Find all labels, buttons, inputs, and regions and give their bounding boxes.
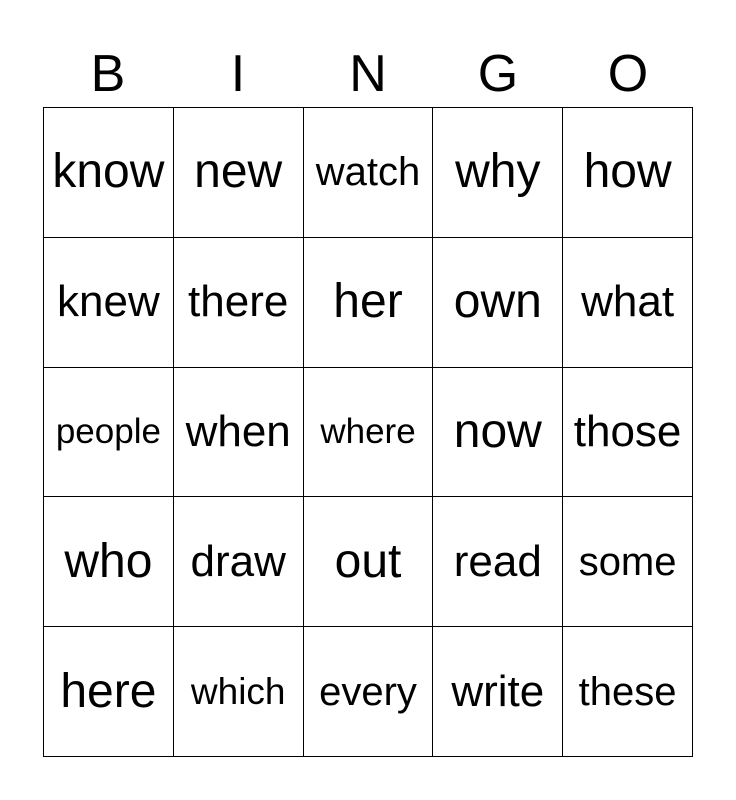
bingo-cell: why <box>433 108 563 238</box>
bingo-cell: draw <box>174 497 304 627</box>
bingo-cell: where <box>304 368 434 498</box>
bingo-cell: read <box>433 497 563 627</box>
bingo-cell: people <box>44 368 174 498</box>
bingo-cell: write <box>433 627 563 757</box>
bingo-cell: now <box>433 368 563 498</box>
header-letter-o: O <box>607 45 649 103</box>
bingo-cell: what <box>563 238 693 368</box>
bingo-card-grid <box>43 107 693 757</box>
bingo-cell: some <box>563 497 693 627</box>
bingo-cell: which <box>174 627 304 757</box>
bingo-cell: her <box>304 238 434 368</box>
bingo-cell: every <box>304 627 434 757</box>
bingo-cell: new <box>174 108 304 238</box>
header-letter-n: N <box>349 45 387 103</box>
bingo-cell: there <box>174 238 304 368</box>
header-letter-i: I <box>230 45 246 103</box>
bingo-cell: watch <box>304 108 434 238</box>
bingo-cell: here <box>44 627 174 757</box>
bingo-cell: these <box>563 627 693 757</box>
bingo-cell: knew <box>44 238 174 368</box>
header-letter-g: G <box>477 45 519 103</box>
bingo-cell: own <box>433 238 563 368</box>
bingo-cell: know <box>44 108 174 238</box>
header-letter-b: B <box>90 45 126 103</box>
bingo-cell: when <box>174 368 304 498</box>
bingo-cell: how <box>563 108 693 238</box>
bingo-cell: out <box>304 497 434 627</box>
bingo-cell: those <box>563 368 693 498</box>
bingo-header <box>43 40 693 108</box>
bingo-cell: who <box>44 497 174 627</box>
